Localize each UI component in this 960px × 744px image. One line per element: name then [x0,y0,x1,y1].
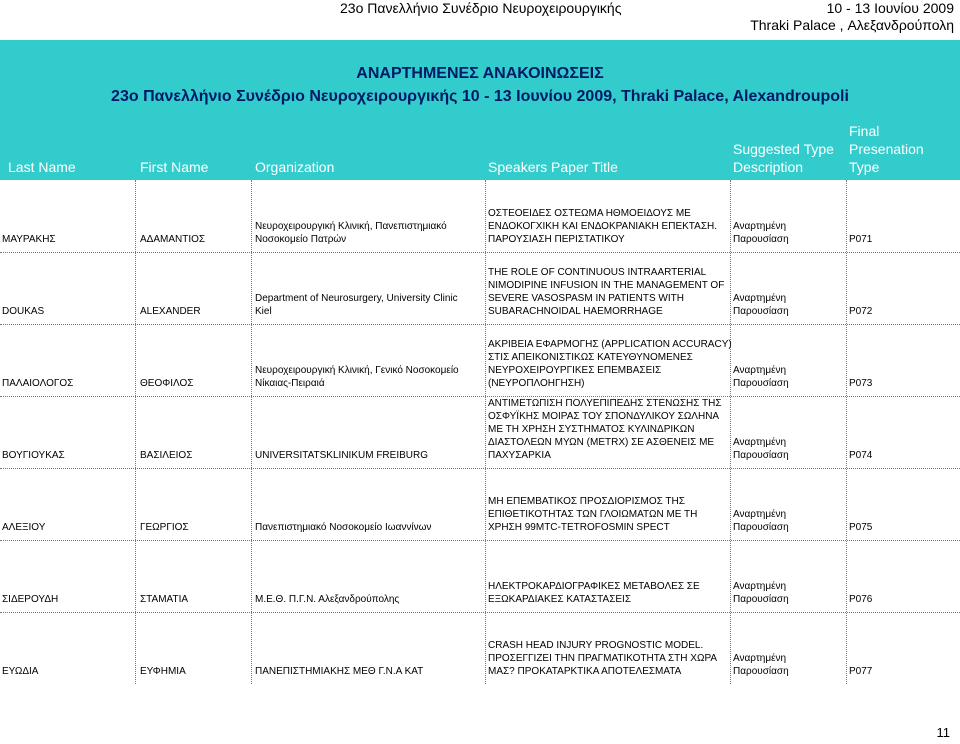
page-top [0,0,960,36]
cell-organization: Μ.Ε.Θ. Π.Γ.Ν. Αλεξανδρούπολης [255,594,400,605]
col-first-name: First Name [140,159,209,175]
cell-first-name: ΕΥΦΗΜΙΑ [140,666,186,677]
cell-final-type: P076 [849,594,873,605]
cell-suggested-type: Αναρτημένη Παρουσίαση [733,509,789,533]
cell-last-name: DOUKAS [2,306,45,317]
cell-suggested-type: Αναρτημένη Παρουσίαση [733,293,789,317]
cell-title: ΑΝΤΙΜΕΤΩΠΙΣΗ ΠΟΛΥΕΠΙΠΕΔΗΣ ΣΤΕΝΩΣΗΣ ΤΗΣ ΟΣΦΥΪΚΗΣ ΜΟΙΡΑΣ ΤΟΥ ΣΠΟΝΔΥΛΙΚΟΥ ΣΩΛΗΝΑ ΜΕ ΤΗ ΧΡΗΣΗ ΣΥΣΤΗΜΑΤΟΣ ΚΥΛΙΝΔΡΙΚΩΝ ΔΙΑΣΤΟΛΕΩΝ ΜΥΩΝ (METRX) ΣΕ ΑΣΘΕΝΕΙΣ ΜΕ ΠΑΧΥΣΑΡΚΙΑ [488,398,722,461]
table-row [0,468,960,540]
cell-suggested-type: Αναρτημένη Παρουσίαση [733,437,789,461]
cell-first-name: ΑΔΑΜΑΝΤΙΟΣ [140,234,206,245]
cell-organization: ΠΑΝΕΠΙΣΤΗΜΙΑΚΗΣ ΜΕΘ Γ.Ν.Α ΚΑΤ [255,666,424,677]
header-title: ΑΝΑΡΤΗΜΕΝΕΣ ΑΝΑΚΟΙΝΩΣΕΙΣ [356,65,604,82]
cell-last-name: ΜΑΥΡΑΚΗΣ [2,234,56,245]
col-suggested: Suggested Type Description [733,141,834,175]
cell-final-type: P077 [849,666,873,677]
cell-final-type: P074 [849,450,873,461]
cell-suggested-type: Αναρτημένη Παρουσίαση [733,365,789,389]
cell-organization: Πανεπιστημιακό Νοσοκομείο Ιωαννίνων [255,522,432,533]
cell-last-name: ΣΙΔΕΡΟΥΔΗ [2,594,59,605]
cell-suggested-type: Αναρτημένη Παρουσίαση [733,581,789,605]
cell-last-name: ΕΥΩΔΙΑ [2,666,39,677]
cell-first-name: ALEXANDER [140,306,201,317]
table-row [0,396,960,468]
cell-organization: Νευροχειρουργική Κλινική, Γενικό Νοσοκομείο Νίκαιας-Πειραιά [255,365,459,389]
cell-first-name: ΘΕΟΦΙΛΟΣ [140,378,194,389]
conference-title: 23ο Πανελλήνιο Συνέδριο Νευροχειρουργικής [340,0,622,16]
cell-title: ΜΗ ΕΠΕΜΒΑΤΙΚΟΣ ΠΡΟΣΔΙΟΡΙΣΜΟΣ ΤΗΣ ΕΠΙΘΕΤΙΚΟΤΗΤΑΣ ΤΩΝ ΓΛΟΙΩΜΑΤΩΝ ΜΕ ΤΗ ΧΡΗΣΗ 99MTC-TETROFOSMIN SPECT [488,496,698,533]
table-row [0,540,960,612]
table-header [0,40,960,180]
col-title: Speakers Paper Title [488,159,618,175]
table-row [0,324,960,396]
cell-last-name: ΠΑΛΑΙΟΛΟΓΟΣ [2,378,74,389]
table-row [0,180,960,252]
cell-last-name: ΑΛΕΞΙΟΥ [2,522,46,533]
conference-date-line1: 10 - 13 Ιουνίου 2009 [826,0,954,16]
cell-first-name: ΣΤΑΜΑΤΙΑ [140,594,189,605]
cell-title: ΟΣΤΕΟΕΙΔΕΣ ΟΣΤΕΩΜΑ ΗΘΜΟΕΙΔΟΥΣ ΜΕ ΕΝΔΟΚΟΓΧΙΚΗ ΚΑΙ ΕΝΔΟΚΡΑΝΙΑΚΗ ΕΠΕΚΤΑΣΗ. ΠΑΡΟΥΣΙΑΣΗ ΠΕΡΙΣΤΑΤΙΚΟΥ [488,208,717,245]
cell-final-type: P072 [849,306,873,317]
cell-first-name: ΓΕΩΡΓΙΟΣ [140,522,189,533]
poster-table [0,180,960,684]
cell-title: THE ROLE OF CONTINUOUS INTRAARTERIAL NIMODIPINE INFUSION IN THE MANAGEMENT OF SEVERE VASOSPASM IN PATIENTS WITH SUBARACHNOIDAL HAEMORRHAGE [488,267,725,317]
col-last-name: Last Name [8,159,76,175]
cell-title: CRASH HEAD INJURY PROGNOSTIC MODEL. ΠΡΟΣΕΓΓΙΖΕΙ ΤΗΝ ΠΡΑΓΜΑΤΙΚΟΤΗΤΑ ΣΤΗ ΧΩΡΑ ΜΑΣ? ΠΡΟΚΑΤΑΡΚΤΙΚΑ ΑΠΟΤΕΛΕΣΜΑΤΑ [488,640,718,677]
cell-organization: Department of Neurosurgery, University Clinic Kiel [255,293,458,317]
cell-final-type: P073 [849,378,873,389]
cell-organization: UNIVERSITATSKLINIKUM FREIBURG [255,450,428,461]
conference-venue: Thraki Palace , Αλεξανδρούπολη [750,17,954,33]
cell-title: ΗΛΕΚΤΡΟΚΑΡΔΙΟΓΡΑΦΙΚΕΣ ΜΕΤΑΒΟΛΕΣ ΣΕ ΕΞΩΚΑΡΔΙΑΚΕΣ ΚΑΤΑΣΤΑΣΕΙΣ [488,581,700,605]
col-final: Final Presenation Type [849,123,924,175]
page-number: 11 [936,725,950,740]
cell-last-name: ΒΟΥΓΙΟΥΚΑΣ [2,450,65,461]
conference-date [750,0,954,34]
cell-title: ΑΚΡΙΒΕΙΑ ΕΦΑΡΜΟΓΗΣ (APPLICATION ACCURACY) ΣΤΙΣ ΑΠΕΙΚΟΝΙΣΤΙΚΩΣ ΚΑΤΕΥΘΥΝΟΜΕΝΕΣ ΝΕΥΡΟΧΕΙΡΟΥΡΓΙΚΕΣ ΕΠΕΜΒΑΣΕΙΣ (ΝΕΥΡΟΠΛΟΗΓΗΣΗ) [488,339,732,389]
header-subtitle: 23ο Πανελλήνιο Συνέδριο Νευροχειρουργικής 10 - 13 Ιουνίου 2009, Thraki Palace, Alexandroupoli [111,88,849,105]
col-organization: Organization [255,159,335,175]
cell-suggested-type: Αναρτημένη Παρουσίαση [733,221,789,245]
cell-first-name: ΒΑΣΙΛΕΙΟΣ [140,450,193,461]
cell-final-type: P075 [849,522,873,533]
table-row [0,612,960,684]
table-row [0,252,960,324]
cell-final-type: P071 [849,234,873,245]
cell-suggested-type: Αναρτημένη Παρουσίαση [733,653,789,677]
cell-organization: Νευροχειρουργική Κλινική, Πανεπιστημιακό Νοσοκομείο Πατρών [255,221,447,245]
